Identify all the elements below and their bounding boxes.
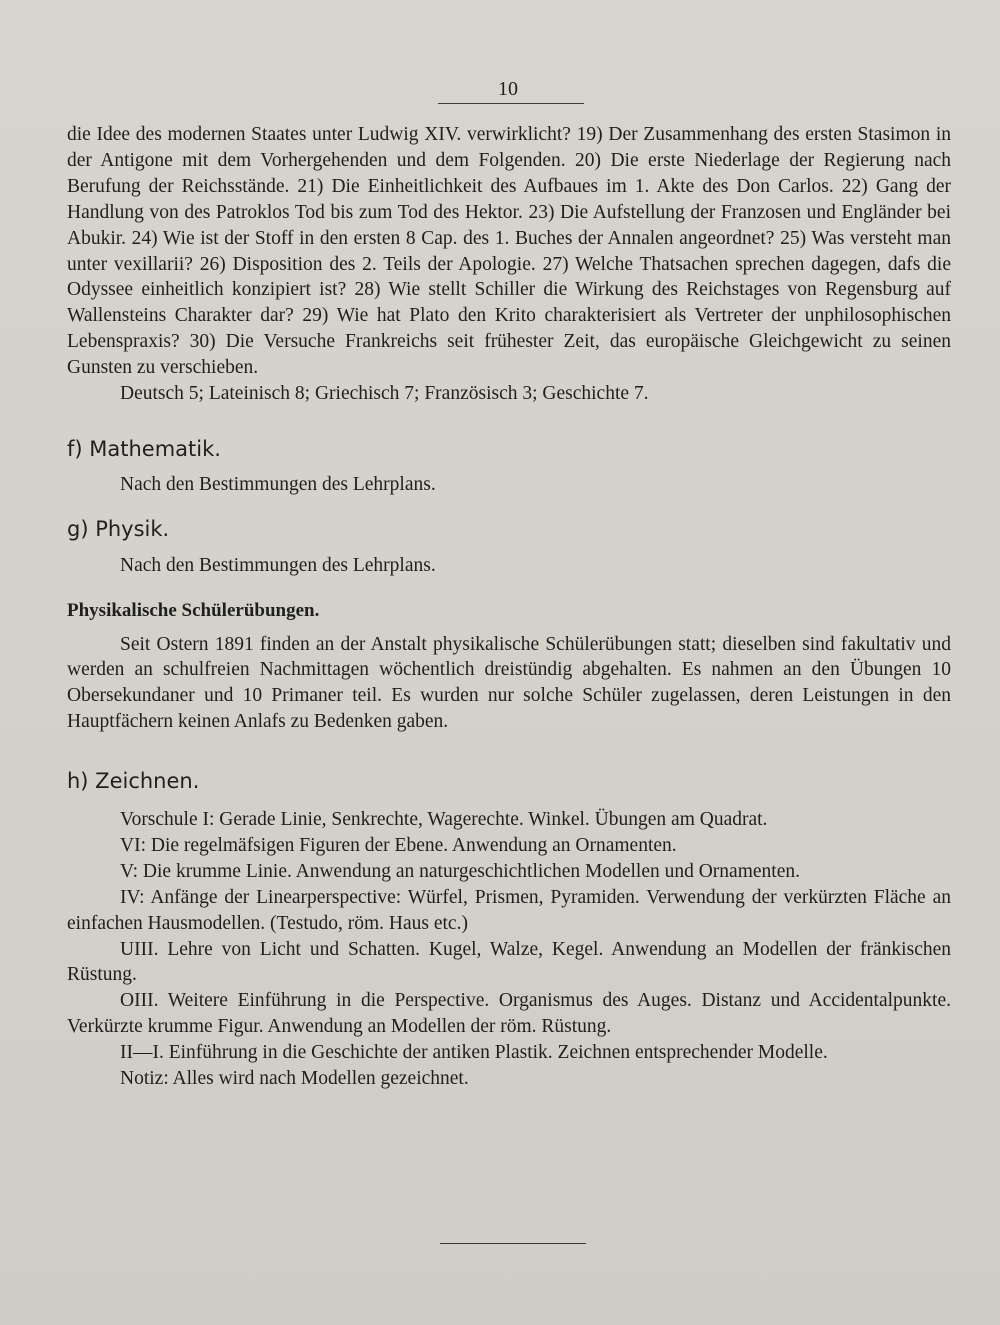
- counts-line: Deutsch 5; Lateinisch 8; Griechisch 7; Französisch 3; Geschichte 7.: [120, 383, 649, 405]
- zeichnen-note: Notiz: Alles wird nach Modellen gezeichnet.: [120, 1068, 469, 1090]
- mathematik-heading: f) Mathematik.: [67, 436, 221, 461]
- zeichnen-entry: UIII. Lehre von Licht und Schatten. Kugel, Walze, Kegel. Anwendung an Modellen der fränkischen Rüstung.: [67, 938, 951, 986]
- zeichnen-list: [67, 807, 951, 1092]
- zeichnen-entry: II—I. Einführung in die Geschichte der antiken Plastik. Zeichnen entsprechender Modelle.: [120, 1042, 828, 1064]
- page-content: [67, 122, 951, 1092]
- zeichnen-entry: Vorschule I: Gerade Linie, Senkrechte, Wagerechte. Winkel. Übungen am Quadrat.: [120, 809, 768, 831]
- schuleruebungen-text: Seit Ostern 1891 finden an der Anstalt physikalische Schülerübungen statt; dieselben sind fakultativ und werden an schulfreien Nachmittagen wöchentlich dreistündig abgehalten. Es nahmen an den Übungen 10 Obersekundaner und 10 Primaner teil. Es wurden nur solche Schüler zugelassen, deren Leistungen in den Hauptfächern keinen Anlafs zu Bedenken gaben.: [67, 633, 951, 733]
- zeichnen-heading: h) Zeichnen.: [67, 769, 200, 794]
- zeichnen-entry: VI: Die regelmäfsigen Figuren der Ebene. Anwendung an Ornamenten.: [120, 834, 677, 856]
- intro-paragraph: die Idee des modernen Staates unter Ludwig XIV. verwirklicht? 19) Der Zusammenhang des ersten Stasimon in der Antigone mit dem Vorhergehenden und dem Folgenden. 20) Die erste Niederlage der Regierung nach Berufung der Reichsstände. 21) Die Einheitlichkeit des Aufbaues im 1. Akte des Don Carlos. 22) Gang der Handlung von des Patroklos Tod bis zum Tod des Hektor. 23) Die Aufstellung der Franzosen und Engländer bei Abukir. 24) Wie ist der Stoff in den ersten 8 Cap. des 1. Buches der Annalen angeordnet? 25) Was versteht man unter vexillarii? 26) Disposition des 2. Teils der Apologie. 27) Welche Thatsachen sprechen dagegen, dafs die Odyssee einheitlich konzipiert ist? 28) Wie stellt Schiller die Wirkung des Reichstages von Regensburg auf Wallensteins Charakter dar? 29) Wie hat Plato den Krito charakterisiert als Vertreter der unphilosophischen Lebenspraxis? 30) Die Versuche Frankreichs seit frühester Zeit, das europäische Gleichgewicht zu seinen Gunsten zu verschieben.: [67, 124, 951, 379]
- zeichnen-entry: OIII. Weitere Einführung in die Perspective. Organismus des Auges. Distanz und Accidentalpunkte. Verkürzte krumme Figur. Anwendung an Modellen der röm. Rüstung.: [67, 990, 951, 1038]
- zeichnen-entry: IV: Anfänge der Linearperspective: Würfel, Prismen, Pyramiden. Verwendung der verkürzten Fläche an einfachen Hausmodellen. (Testudo, röm. Haus etc.): [67, 886, 951, 934]
- page-number: 10: [498, 78, 518, 100]
- bottom-rule: [440, 1243, 586, 1244]
- mathematik-text: Nach den Bestimmungen des Lehrplans.: [120, 473, 436, 495]
- physik-text: Nach den Bestimmungen des Lehrplans.: [120, 554, 436, 576]
- schuleruebungen-heading: Physikalische Schülerübungen.: [67, 599, 320, 621]
- top-rule: [438, 103, 584, 104]
- physik-heading: g) Physik.: [67, 516, 170, 541]
- zeichnen-entry: V: Die krumme Linie. Anwendung an naturgeschichtlichen Modellen und Ornamenten.: [120, 860, 800, 882]
